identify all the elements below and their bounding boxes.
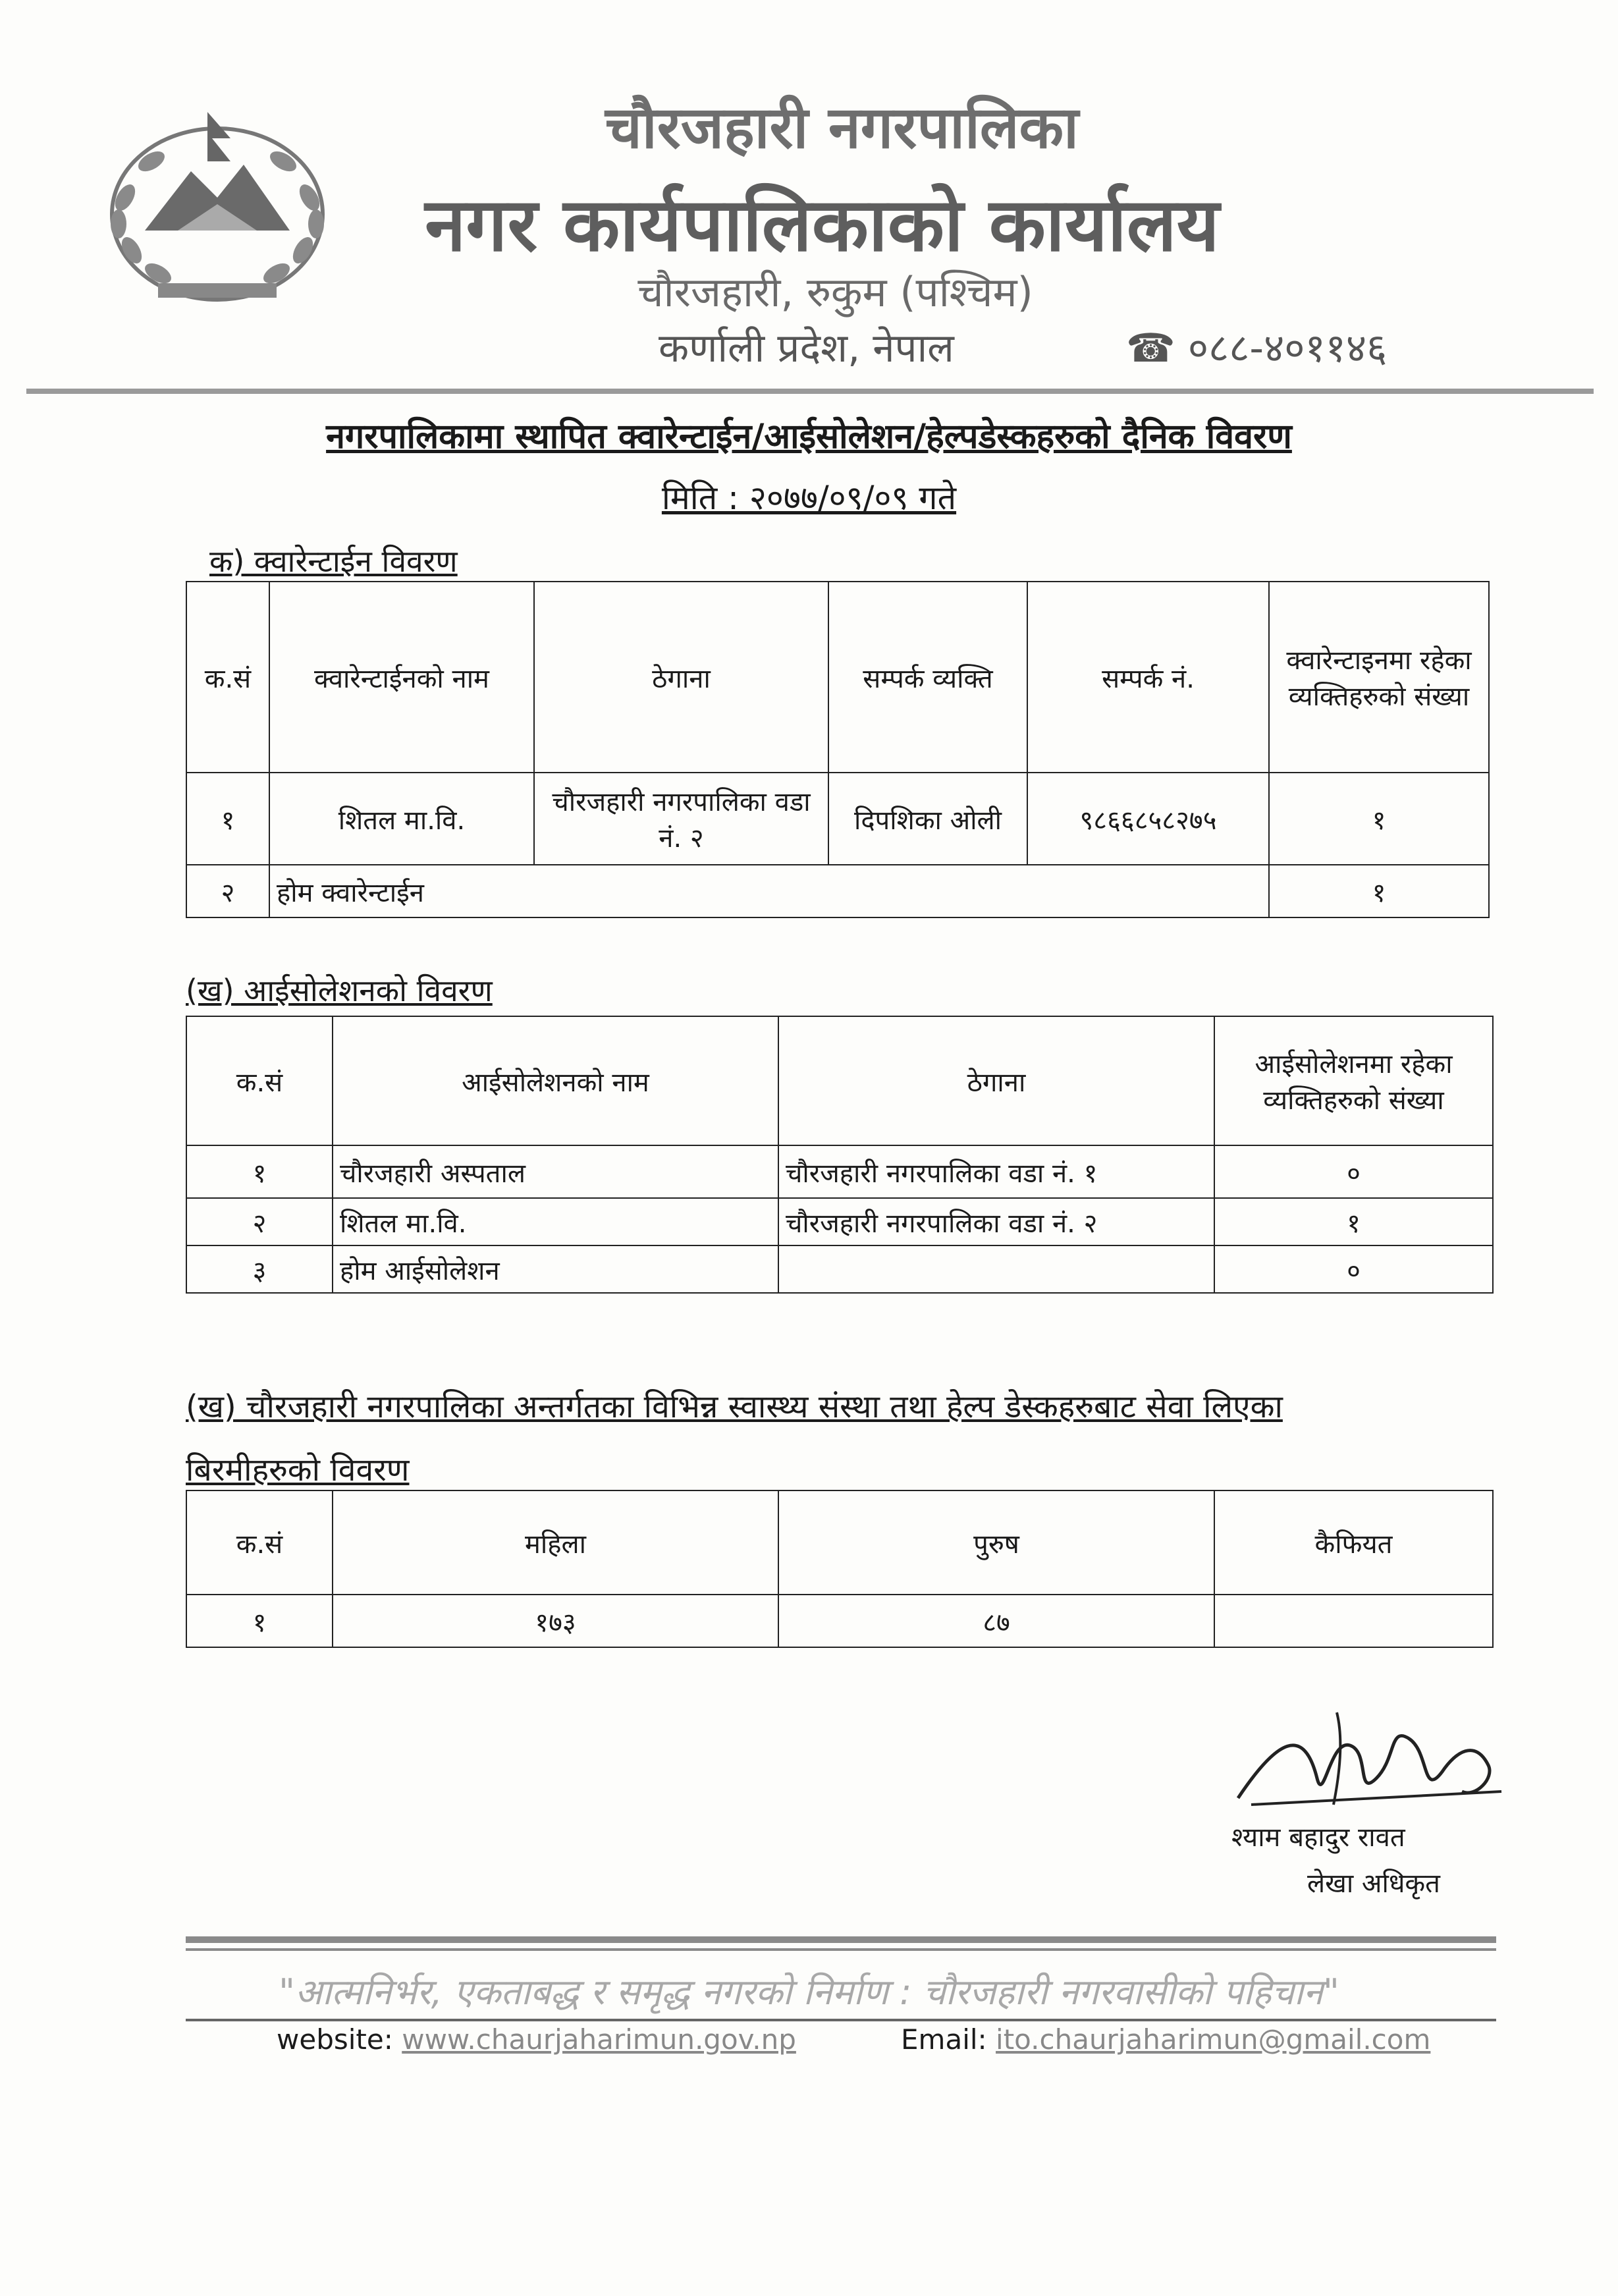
table-cell: १ [186,1595,333,1647]
header-divider [26,389,1594,394]
table-cell [1214,1595,1493,1647]
website-label: website: [277,2023,393,2056]
footer-email [901,2023,1430,2056]
office-name-line2: नगर कार्यपालिकाको कार्यालय [425,182,1220,268]
report-title: नगरपालिकामा स्थापित क्वारेन्टाईन/आईसोलेशन/हेल्पडेस्कहरुको दैनिक विवरण [326,417,1292,456]
isolation-table [186,1016,1494,1294]
table-cell: ३ [186,1245,333,1293]
table-cell: शितल मा.वि. [333,1198,778,1245]
table-cell: १ [186,773,269,865]
telephone-icon: ☎ [1126,325,1175,371]
signature-scribble [1225,1699,1515,1824]
table-cell: १ [1269,773,1489,865]
quarantine-heading: क) क्वारेन्टाईन विवरण [209,543,458,579]
header-cell: सम्पर्क नं. [1027,582,1269,773]
table-row [186,865,1489,917]
table-cell: ० [1214,1145,1493,1198]
table-row [186,1245,1493,1293]
table-cell: १७३ [333,1595,778,1647]
header-cell: महिला [333,1490,778,1595]
table-cell: चौरजहारी नगरपालिका वडा नं. २ [534,773,828,865]
table-cell: २ [186,1198,333,1245]
office-address-line2: कर्णाली प्रदेश, नेपाल [659,325,954,371]
signatory-designation: लेखा अधिकृत [1307,1869,1440,1899]
header-cell: कैफियत [1214,1490,1493,1595]
office-name-line1: चौरजहारी नगरपालिका [605,94,1079,161]
table-row [186,773,1489,865]
quarantine-table [186,581,1490,918]
header-cell: क.सं [186,582,269,773]
table-cell: ९८६६८५८२७५ [1027,773,1269,865]
table-cell: होम क्वारेन्टाईन [269,865,1269,917]
table-cell [778,1245,1214,1293]
phone-number: ०८८-४०११४६ [1187,325,1388,371]
office-phone [1126,319,1387,373]
header-cell: पुरुष [778,1490,1214,1595]
isolation-heading: (ख) आईसोलेशनको विवरण [186,973,493,1008]
header-cell: आईसोलेशनको नाम [333,1016,778,1145]
table-cell: २ [186,865,269,917]
report-date: मिति : २०७७/०९/०९ गते [661,479,957,517]
footer-website [277,2023,796,2056]
table-row [186,1145,1493,1198]
table-cell: चौरजहारी नगरपालिका वडा नं. २ [778,1198,1214,1245]
patients-heading-cont: बिरमीहरुको विवरण [186,1452,410,1489]
header-cell: ठेगाना [778,1016,1214,1145]
header-cell: सम्पर्क व्यक्ति [828,582,1027,773]
footer-divider [186,1936,1496,1943]
email-label: Email: [901,2023,987,2056]
footer-motto: "आत्मनिर्भर, एकताबद्ध र समृद्ध नगरको निर्माण : चौरजहारी नगरवासीको पहिचान" [279,1971,1339,2013]
patients-table [186,1490,1494,1648]
header-cell: क्वारेन्टाइनमा रहेका व्यक्तिहरुको संख्या [1269,582,1489,773]
header-cell: ठेगाना [534,582,828,773]
table-header-row [186,1016,1493,1145]
table-row [186,1198,1493,1245]
table-header-row [186,1490,1493,1595]
table-cell: शितल मा.वि. [269,773,534,865]
table-cell: १ [1214,1198,1493,1245]
table-cell: दिपशिका ओली [828,773,1027,865]
header-cell: आईसोलेशनमा रहेका व्यक्तिहरुको संख्या [1214,1016,1493,1145]
patients-heading: (ख) चौरजहारी नगरपालिका अन्तर्गतका विभिन्न स्वास्थ्य संस्था तथा हेल्प डेस्कहरुबाट सेवा लिएका [186,1388,1283,1425]
website-link[interactable]: www.chaurjaharimun.gov.np [402,2023,796,2056]
header-cell: क.सं [186,1490,333,1595]
footer-divider-bottom [186,2019,1496,2021]
table-header-row [186,582,1489,773]
header-cell: क.सं [186,1016,333,1145]
table-cell: १ [1269,865,1489,917]
email-link[interactable]: ito.chaurjaharimun@gmail.com [996,2023,1431,2056]
signatory-name: श्याम बहादुर रावत [1231,1822,1405,1853]
table-cell: १ [186,1145,333,1198]
table-cell: ८७ [778,1595,1214,1647]
table-cell: होम आईसोलेशन [333,1245,778,1293]
table-cell: चौरजहारी अस्पताल [333,1145,778,1198]
footer-divider-thin [186,1948,1496,1951]
table-cell: ० [1214,1245,1493,1293]
office-address-line1: चौरजहारी, रुकुम (पश्चिम) [637,268,1033,316]
header-cell: क्वारेन्टाईनको नाम [269,582,534,773]
table-cell: चौरजहारी नगरपालिका वडा नं. १ [778,1145,1214,1198]
table-row [186,1595,1493,1647]
